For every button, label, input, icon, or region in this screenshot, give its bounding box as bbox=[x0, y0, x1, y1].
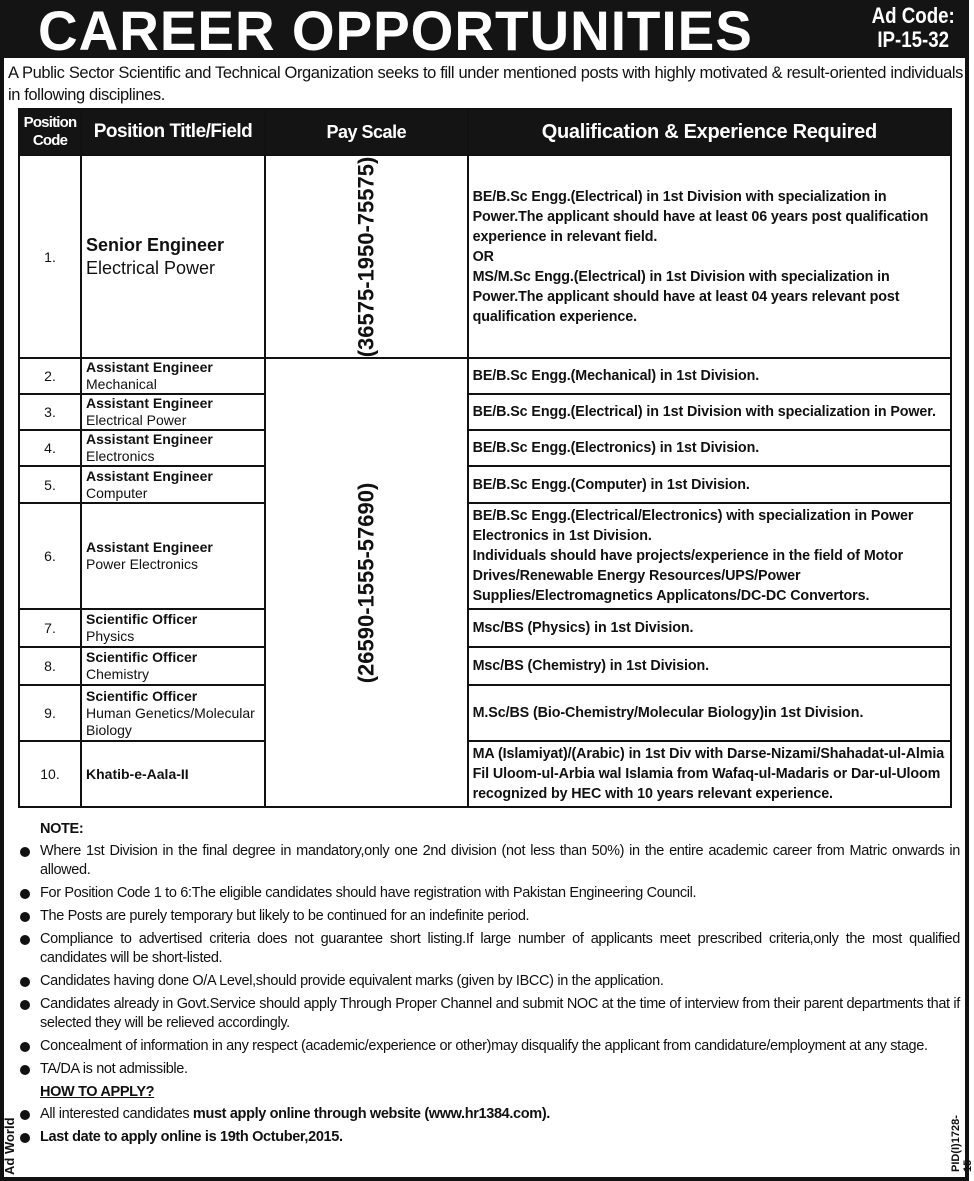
intro-text: A Public Sector Scientific and Technical Organization seeks to fill under mentioned posts with highly motivated & result-oriented individuals in following disciplines. bbox=[8, 64, 963, 104]
position-field: Power Electronics bbox=[86, 556, 199, 572]
publisher-label: Ad World bbox=[2, 1117, 17, 1175]
how-to-apply-heading: HOW TO APPLY? bbox=[40, 1084, 155, 1100]
table-row bbox=[19, 647, 951, 685]
position-field: Physics bbox=[86, 628, 135, 644]
position-code: 9. bbox=[19, 685, 81, 741]
qualification bbox=[468, 394, 951, 430]
position-field: Electrical Power bbox=[86, 257, 216, 278]
pay-scale-other bbox=[265, 358, 468, 807]
note-item: Compliance to advertised criteria does not guarantee short listing.If large number of applicants meet prescribed criteria,only the most qualified candidates will be short-listed. bbox=[18, 930, 960, 968]
header-title: Position Title/Field bbox=[81, 109, 265, 155]
qualification-text: Msc/BS (Chemistry) in 1st Division. bbox=[472, 658, 710, 674]
qualification bbox=[468, 647, 951, 685]
position-code: 8. bbox=[19, 647, 81, 685]
position-title: Assistant Engineer bbox=[86, 359, 213, 375]
position-field: Human Genetics/Molecular Biology bbox=[86, 704, 255, 738]
position-code: 10. bbox=[19, 741, 81, 807]
position-title: Scientific Officer bbox=[86, 611, 198, 627]
header-qual: Qualification & Experience Required bbox=[468, 109, 951, 155]
position-title: Assistant Engineer bbox=[86, 467, 213, 484]
apply-instruction bbox=[18, 1105, 960, 1124]
header-code: Position Code bbox=[19, 109, 81, 155]
note-item: Candidates already in Govt.Service should apply Through Proper Channel and submit NOC at the time of interview from their parent departments that if selected they will be relieved accordingly. bbox=[18, 995, 960, 1033]
position-title-cell bbox=[81, 685, 265, 741]
qualification-text: M.Sc/BS (Bio-Chemistry/Molecular Biology)in 1st Division. bbox=[472, 705, 864, 721]
pay-scale-senior bbox=[265, 155, 468, 358]
position-code: 3. bbox=[19, 394, 81, 430]
position-title-cell bbox=[81, 741, 265, 807]
note-item: TA/DA is not admissible. bbox=[18, 1060, 960, 1079]
table-header bbox=[19, 109, 951, 155]
position-field: Electrical Power bbox=[86, 412, 187, 428]
position-field: Mechanical bbox=[86, 376, 157, 392]
position-title: Khatib-e-Aala-II bbox=[86, 765, 189, 782]
note-item: Candidates having done O/A Level,should provide equivalent marks (given by IBCC) in the application. bbox=[18, 972, 960, 991]
qualification-text-2: Individuals should have projects/experience in the field of Motor Drives/Renewable Energy Resources/UPS/Power Supplies/Electromagnetics Applicatons/DC-DC Convertors. bbox=[472, 548, 904, 604]
position-title-cell bbox=[81, 430, 265, 466]
position-title: Scientific Officer bbox=[86, 687, 198, 704]
qualification-text: Msc/BS (Physics) in 1st Division. bbox=[472, 620, 694, 636]
page-title: CAREER OPPORTUNITIES bbox=[38, 0, 753, 62]
note-item: Concealment of information in any respect (academic/experience or other)may disqualify the applicant from candidature/employment at any stage. bbox=[18, 1037, 960, 1056]
qualification bbox=[468, 609, 951, 647]
qualification bbox=[468, 741, 951, 807]
position-title: Senior Engineer bbox=[86, 234, 225, 255]
qualification bbox=[468, 466, 951, 503]
positions-table bbox=[18, 108, 952, 808]
apply-website: must apply online through website (www.hr1384.com). bbox=[192, 1106, 550, 1122]
pid-label: PID(I)1728-15 bbox=[950, 1115, 974, 1172]
position-field: Chemistry bbox=[86, 666, 150, 682]
qualification-text: BE/B.Sc Engg.(Electrical) in 1st Division with specialization in Power. bbox=[472, 404, 936, 420]
qualification-text: BE/B.Sc Engg.(Electrical/Electronics) with specialization in Power Electronics in 1st Division. bbox=[472, 508, 914, 544]
table-row bbox=[19, 685, 951, 741]
qualification bbox=[468, 155, 951, 358]
qualification-text: BE/B.Sc Engg.(Electrical) in 1st Division with specialization in Power.The applicant should have at least 06 years post qualification experience in relevant field. bbox=[472, 188, 929, 245]
table-row bbox=[19, 503, 951, 609]
position-title-cell bbox=[81, 155, 265, 358]
table-row bbox=[19, 741, 951, 807]
table-row bbox=[19, 430, 951, 466]
position-field: Electronics bbox=[86, 448, 155, 464]
position-field: Computer bbox=[86, 484, 148, 501]
header-banner bbox=[0, 0, 969, 62]
position-title-cell bbox=[81, 503, 265, 609]
qualification-or: OR bbox=[472, 248, 494, 265]
position-title: Assistant Engineer bbox=[86, 431, 213, 447]
table-row bbox=[19, 466, 951, 503]
position-code: 2. bbox=[19, 358, 81, 394]
position-code: 4. bbox=[19, 430, 81, 466]
note-item: The Posts are purely temporary but likely to be continued for an indefinite period. bbox=[18, 907, 960, 926]
notes-section bbox=[18, 820, 960, 1151]
position-title: Scientific Officer bbox=[86, 649, 198, 665]
note-item: Where 1st Division in the final degree in mandatory,only one 2nd division (not less than 50%) in the entire academic career from Matric onwards in allowed. bbox=[18, 842, 960, 880]
table-row bbox=[19, 394, 951, 430]
ad-code-label: Ad Code: bbox=[871, 3, 955, 28]
position-title-cell bbox=[81, 466, 265, 503]
qualification bbox=[468, 358, 951, 394]
position-title: Assistant Engineer bbox=[86, 539, 213, 555]
qualification-text: BE/B.Sc Engg.(Electronics) in 1st Division. bbox=[472, 440, 760, 456]
qualification bbox=[468, 430, 951, 466]
position-code: 7. bbox=[19, 609, 81, 647]
qualification-text: BE/B.Sc Engg.(Mechanical) in 1st Division. bbox=[472, 368, 760, 384]
position-code: 5. bbox=[19, 466, 81, 503]
qualification-text-2: MS/M.Sc Engg.(Electrical) in 1st Division with specialization in Power.The applicant should have at least 04 years relevant post qualification experience. bbox=[472, 268, 900, 325]
table-row bbox=[19, 358, 951, 394]
table-row bbox=[19, 155, 951, 358]
last-date: Last date to apply online is 19th Octuber,2015. bbox=[18, 1128, 960, 1147]
position-title-cell bbox=[81, 647, 265, 685]
position-code: 6. bbox=[19, 503, 81, 609]
qualification bbox=[468, 503, 951, 609]
note-item: For Position Code 1 to 6:The eligible candidates should have registration with Pakistan Engineering Council. bbox=[18, 884, 960, 903]
pay-scale-value: (36575-1950-75575) bbox=[353, 156, 379, 357]
table-row bbox=[19, 609, 951, 647]
apply-prefix: All interested candidates bbox=[40, 1106, 193, 1122]
position-title-cell bbox=[81, 609, 265, 647]
pay-scale-value: (26590-1555-57690) bbox=[353, 482, 379, 683]
qualification-text: BE/B.Sc Engg.(Computer) in 1st Division. bbox=[472, 476, 750, 493]
qualification bbox=[468, 685, 951, 741]
position-title-cell bbox=[81, 358, 265, 394]
ad-code-value: IP-15-32 bbox=[877, 27, 950, 52]
position-title-cell bbox=[81, 394, 265, 430]
notes-list bbox=[18, 842, 960, 1079]
ad-code bbox=[872, 4, 955, 52]
position-code: 1. bbox=[19, 155, 81, 358]
header-pay: Pay Scale bbox=[265, 109, 468, 155]
notes-title: NOTE: bbox=[40, 821, 84, 837]
position-title: Assistant Engineer bbox=[86, 395, 213, 411]
qualification-text: MA (Islamiyat)/(Arabic) in 1st Div with Darse-Nizami/Shahadat-ul-Almia Fil Uloom-ul-Arbia wal Islamia from Wafaq-ul-Madaris or Dar-ul-Uloom recognized by HEC with 10 years relevant experience. bbox=[472, 746, 945, 802]
